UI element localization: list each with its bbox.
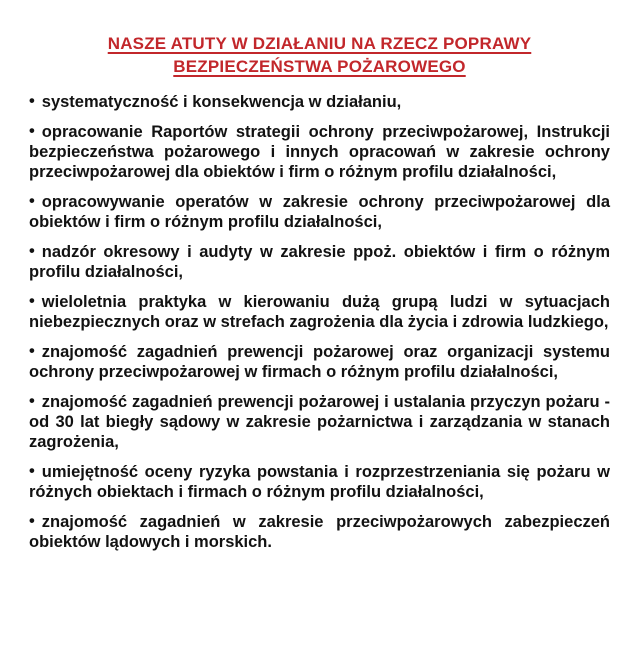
bullet-icon: •: [29, 192, 35, 210]
bullet-text: opracowanie Raportów strategii ochrony przeciwpożarowej, Instrukcji bezpieczeństwa pożarowego i innych opracowań w zakresie ochrony przeciwpożarowej dla obiektów i firm o różnym profilu działalności,: [29, 123, 610, 181]
bullet-icon: •: [29, 342, 35, 360]
bullet-text: znajomość zagadnień w zakresie przeciwpożarowych zabezpieczeń obiektów lądowych i morskich.: [29, 513, 610, 551]
bullet-item: [29, 92, 610, 112]
bullet-icon: •: [29, 242, 35, 260]
bullet-icon: •: [29, 292, 35, 310]
bullet-text: wieloletnia praktyka w kierowaniu dużą grupą ludzi w sytuacjach niebezpiecznych oraz w strefach zagrożenia dla życia i zdrowia ludzkiego,: [29, 293, 610, 331]
bullet-item: [29, 512, 610, 552]
page-title: NASZE ATUTY W DZIAŁANIU NA RZECZ POPRAWY BEZPIECZEŃSTWA POŻAROWEGO: [107, 34, 532, 76]
bullet-icon: •: [29, 512, 35, 530]
bullet-icon: •: [29, 392, 35, 410]
bullet-icon: •: [29, 92, 35, 110]
bullet-text: znajomość zagadnień prewencji pożarowej oraz organizacji systemu ochrony przeciwpożarowej w firmach o różnym profilu działalności,: [29, 343, 610, 381]
bullet-icon: •: [29, 122, 35, 140]
bullet-item: [29, 122, 610, 182]
bullet-text: systematyczność i konsekwencja w działaniu,: [41, 93, 402, 111]
bullet-text: opracowywanie operatów w zakresie ochrony przeciwpożarowej dla obiektów i firm o różnym profilu działalności,: [29, 193, 610, 231]
bullet-text: umiejętność oceny ryzyka powstania i rozprzestrzeniania się pożaru w różnych obiektach i firmach o różnym profilu działalności,: [29, 463, 610, 501]
bullet-text: znajomość zagadnień prewencji pożarowej i ustalania przyczyn pożaru - od 30 lat biegły sądowy w zakresie pożarnictwa i zarządzania w stanach zagrożenia,: [29, 393, 610, 451]
bullet-icon: •: [29, 462, 35, 480]
bullet-item: [29, 292, 610, 332]
bullet-item: [29, 192, 610, 232]
bullet-item: [29, 462, 610, 502]
bullet-text: nadzór okresowy i audyty w zakresie ppoż. obiektów i firm o różnym profilu działalności,: [29, 243, 610, 281]
bullet-item: [29, 342, 610, 382]
bullet-item: [29, 242, 610, 282]
bullet-item: [29, 392, 610, 452]
